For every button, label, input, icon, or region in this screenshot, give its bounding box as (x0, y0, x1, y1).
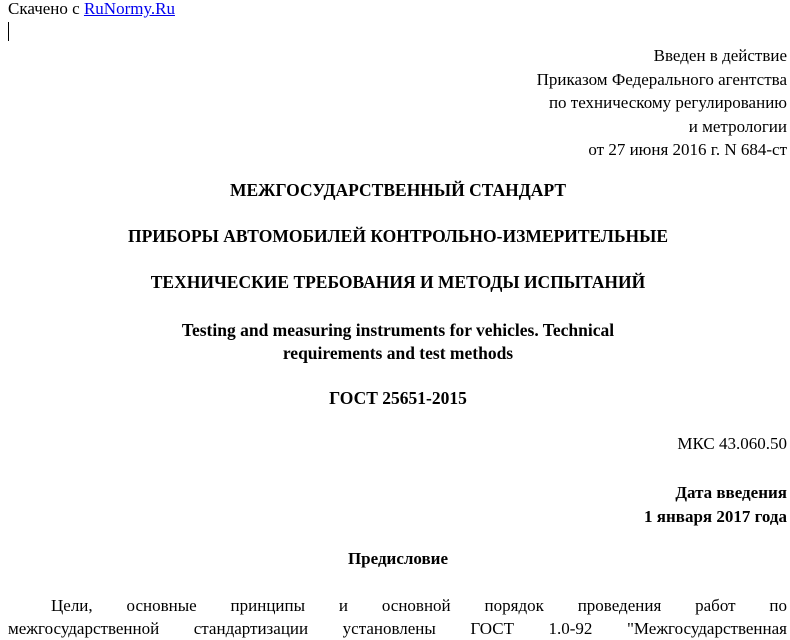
text-cursor (8, 22, 9, 41)
effective-date-value: 1 января 2017 года (644, 506, 787, 526)
preface-paragraph-line1: Цели, основные принципы и основной порядок проведения работ по (51, 596, 787, 615)
downloaded-from-note (8, 0, 175, 20)
standard-name-en-line2: requirements and test methods (282, 343, 514, 363)
standard-name-ru-line1: ПРИБОРЫ АВТОМОБИЛЕЙ КОНТРОЛЬНО-ИЗМЕРИТЕЛЬНЫЕ (127, 226, 669, 246)
standard-name-en-line1: Testing and measuring instruments for vehicles. Technical (181, 320, 615, 340)
effective-date-label: Дата введения (675, 483, 787, 502)
downloaded-from-label: Скачено с (8, 0, 84, 18)
enactment-line: по техническому регулированию (548, 93, 787, 112)
enactment-line: и метрологии (688, 116, 787, 136)
standard-name-ru-line2: ТЕХНИЧЕСКИЕ ТРЕБОВАНИЯ И МЕТОДЫ ИСПЫТАНИЙ (150, 272, 646, 292)
preface-paragraph-line2: межгосударственной стандартизации установлены ГОСТ 1.0-92 "Межгосударственная (8, 618, 787, 638)
enactment-line: Введен в действие (653, 46, 787, 65)
standard-type-title: МЕЖГОСУДАРСТВЕННЫЙ СТАНДАРТ (229, 180, 567, 200)
enactment-line: от 27 июня 2016 г. N 684-ст (588, 140, 787, 159)
preface-paragraph (8, 595, 787, 640)
mks-code: МКС 43.060.50 (677, 434, 787, 453)
enactment-line: Приказом Федерального агентства (536, 69, 787, 89)
effective-date-block (644, 481, 787, 528)
preface-heading: Предисловие (347, 549, 449, 568)
runormy-link[interactable]: RuNormy.Ru (83, 0, 175, 18)
enactment-block (537, 44, 787, 162)
gost-number: ГОСТ 25651-2015 (329, 388, 467, 408)
standard-name-en (0, 319, 790, 365)
